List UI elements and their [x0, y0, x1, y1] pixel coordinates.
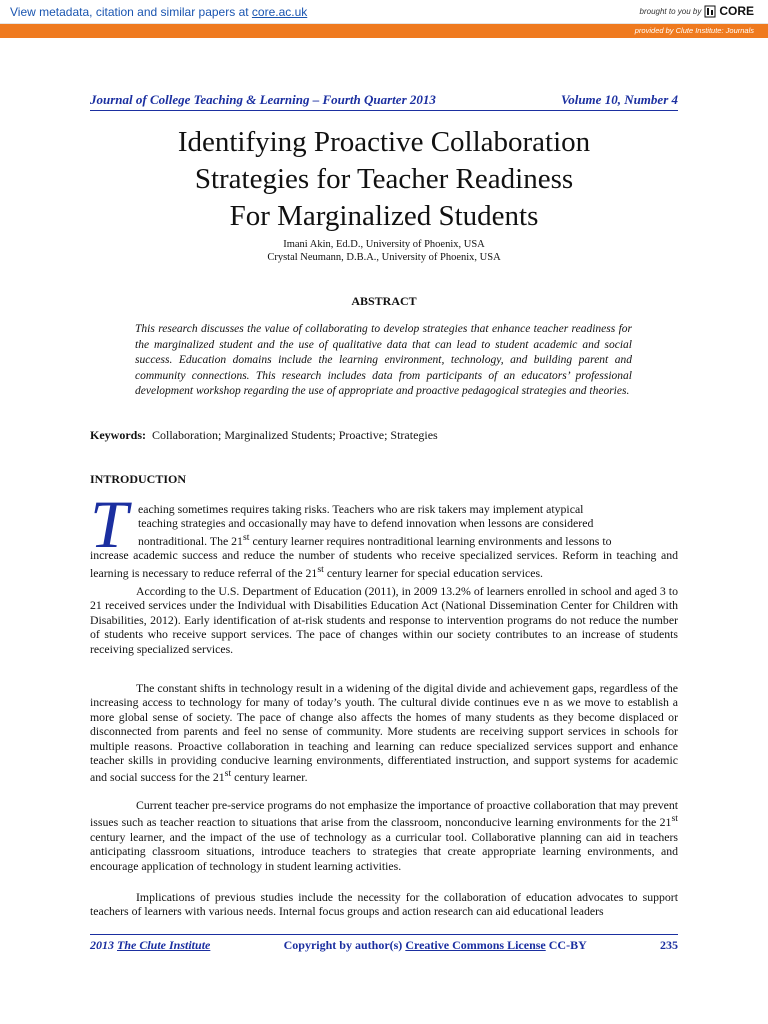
p1-line-3-b: century learner requires nontraditional learning environments and lessons to — [249, 533, 612, 548]
p1-line-3 — [90, 531, 678, 548]
brought-by-text: brought to you by — [639, 6, 702, 16]
footer-year: 2013 — [90, 938, 117, 952]
keywords-label: Keywords: — [90, 428, 146, 442]
provider-bar — [0, 24, 768, 38]
introduction-heading: INTRODUCTION — [90, 472, 187, 486]
abstract-heading: ABSTRACT — [351, 294, 417, 308]
footer-copyright — [284, 938, 587, 953]
core-logo-icon — [704, 5, 716, 18]
intro-paragraph-4 — [90, 798, 678, 873]
core-banner — [0, 0, 768, 24]
journal-volume: Volume 10, Number 4 — [560, 92, 678, 107]
core-link-prefix: View metadata, citation and similar papers at — [10, 5, 252, 19]
journal-name: Journal of College Teaching & Learning – Fourth Quarter 2013 — [90, 92, 436, 107]
institute-link[interactable]: The Clute Institute — [117, 938, 211, 952]
p1-line-2: teaching strategies and occasionally may have to defend innovation when lessons are considered — [138, 516, 594, 531]
title-line-2: Strategies for Teacher Readiness — [194, 163, 574, 195]
superscript: st — [242, 531, 250, 543]
page-footer — [90, 934, 678, 953]
p1-rest-a: increase academic success and reduce the number of students who receive specialized services. Reform in teaching and learning is necessary to reduce referral of the 21 — [90, 548, 678, 580]
author-list — [90, 238, 678, 264]
superscript: st — [224, 768, 232, 780]
author-2: Crystal Neumann, D.B.A., University of Phoenix, USA — [267, 252, 501, 263]
license-suffix: CC-BY — [545, 938, 587, 952]
p1-line-3-a: nontraditional. The 21 — [138, 533, 243, 548]
p3-text-b: century learner. — [231, 770, 308, 785]
provided-by-text: provided by Clute Institute: Journals — [634, 26, 754, 35]
page-number: 235 — [660, 938, 678, 952]
intro-paragraph-2: According to the U.S. Department of Education (2011), in 2009 13.2% of learners enrolled in school and aged 3 to 21 received services under the Individual with Disabilities Education Act (National Dissemination Center for Children with Disabilities, 2012). Early identification of at-risk students and response to intervention programs do not reduce the number of students who receive support services. The pace of changes within our society contributes to an increase of students receiving specialized services. — [90, 584, 678, 656]
keywords — [90, 428, 678, 443]
p4-text-a: Current teacher pre-service programs do not emphasize the importance of proactive collaboration that may prevent issues such as teacher reaction to situations that arise from the classroom, nonconducive learning environments for the 21 — [90, 798, 678, 830]
p1-rest-b: century learner for special education services. — [323, 565, 543, 580]
core-metadata-link[interactable] — [10, 5, 307, 19]
author-1: Imani Akin, Ed.D., University of Phoenix, USA — [283, 239, 485, 250]
license-link[interactable]: Creative Commons License — [405, 938, 546, 952]
core-domain-link[interactable]: core.ac.uk — [251, 5, 308, 19]
intro-paragraph-5: Implications of previous studies include the necessity for the collaboration of education advocates to support teachers of learners with various needs. Internal focus groups and action research can aid educational leaders — [90, 890, 678, 919]
copyright-prefix: Copyright by author(s) — [283, 938, 406, 952]
title-line-1: Identifying Proactive Collaboration — [177, 126, 591, 158]
journal-header — [90, 92, 678, 111]
p4-text-b: century learner, and the impact of the use of technology as a curricular tool. Collaborative planning can aid in teachers anticipating classroom situations, introduce teachers to strategies that create appropriate learning environments, and encourage application of technology in student learning activities. — [90, 829, 678, 873]
superscript: st — [317, 563, 324, 575]
intro-paragraph-3 — [90, 681, 678, 785]
superscript: st — [671, 813, 678, 825]
drop-cap: T — [90, 486, 128, 562]
core-brand-name: CORE — [719, 4, 754, 18]
p3-text-a: The constant shifts in technology result in a widening of the digital divide and achievement gaps, regardless of the increasing access to technology for many of today’s youth. The cultural divide continues eve n as we move to establish a more global sense of society. The pace of change also affects the homes of many students as they become displaced or disconnected from parents and feel no sense of community. More students are receiving support services in schools for multiple reasons. Proactive collaboration in teaching and learning can reduce specialized services support and enhance teacher skills in providing conducive learning environments, differentiated instruction, and support systems for academic and social success for the 21 — [90, 681, 678, 785]
abstract-text: This research discusses the value of collaborating to develop strategies that enhance teacher readiness for the marginalized student and the use of qualitative data that can lead to student academic and social success. Education domains include the learning environment, technology, and building parent and community connections. This research includes data from participants of an educators’ professional development workshop regarding the use of appropriate and proactive pedagogical strategies and theories. — [135, 323, 632, 398]
p1-line-1: eaching sometimes requires taking risks. Teachers who are risk takers may implement atypical — [138, 502, 584, 516]
core-brand[interactable] — [640, 4, 755, 18]
intro-paragraph-1 — [90, 502, 678, 580]
footer-institute — [90, 938, 210, 953]
title-line-3: For Marginalized Students — [229, 200, 539, 232]
paper-title — [90, 124, 678, 235]
keywords-text: Collaboration; Marginalized Students; Proactive; Strategies — [152, 428, 438, 442]
